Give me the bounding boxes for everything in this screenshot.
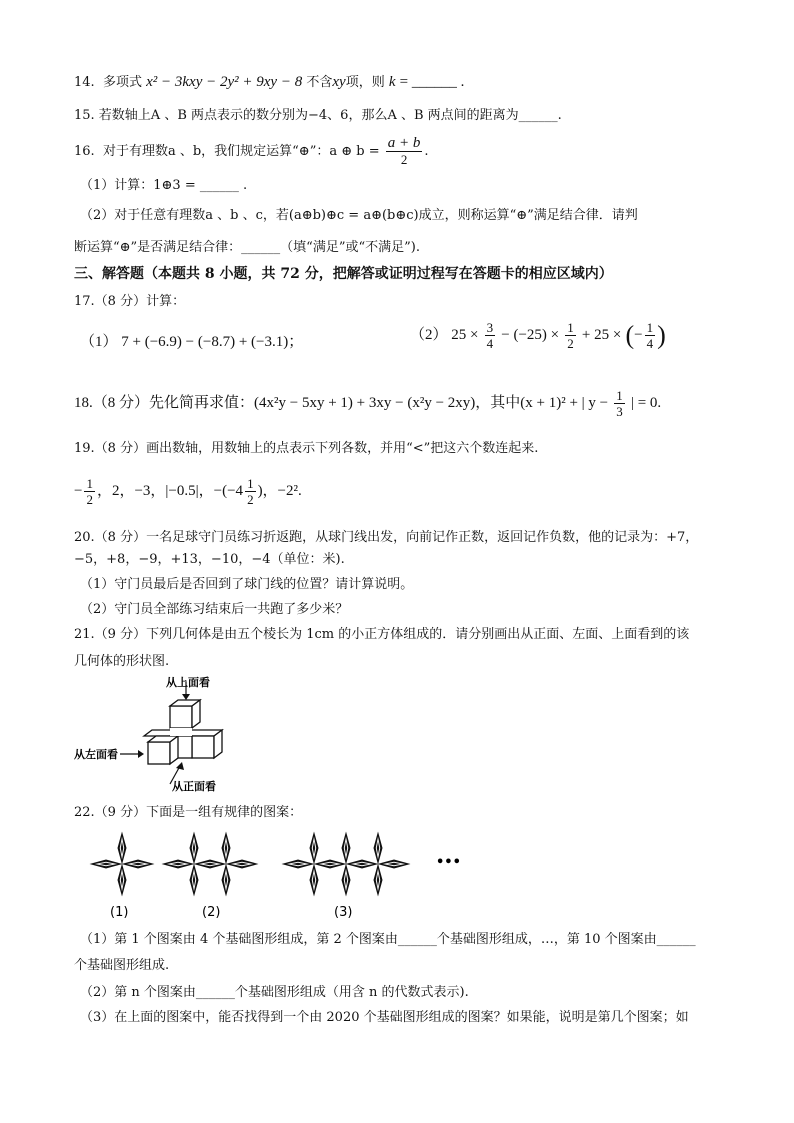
pattern-label-2: (2) xyxy=(202,905,221,920)
pattern-2 xyxy=(162,832,259,897)
cube-figure xyxy=(74,676,254,796)
continuation-dots: ••• xyxy=(436,855,461,870)
question-20-part-1: （1）守门员最后是否回到了球门线的位置？请计算说明。 xyxy=(80,577,414,592)
question-20-part-2: （2）守门员全部练习结束后一共跑了多少米？ xyxy=(80,602,349,617)
question-14: 14. 多项式 x² − 3kxy − 2y² + 9xy − 8 不含xy项，则 k = ______ . xyxy=(74,74,465,90)
question-16-part-1: （1）计算：1⊕3 = ______ . xyxy=(80,178,248,193)
polynomial-expression: x² − 3kxy − 2y² + 9xy − 8 xyxy=(146,74,303,90)
question-15: 15. 若数轴上A 、B 两点表示的数分别为−4、6，那么A 、B 两点间的距离为______. xyxy=(74,108,562,123)
pattern-figure xyxy=(74,826,464,926)
question-22-part-1: （1）第 1 个图案由 4 个基础图形组成，第 2 个图案由______个基础图形组成，…，第 10 个图案由______ xyxy=(80,932,696,947)
section-title: 三、解答题（本题共 8 小题，共 72 分，把解答或证明过程写在答题卡的相应区域内） xyxy=(74,266,613,282)
question-19-numbers: − $\frac{1}{2}$ ，2，−3，|−0.5|，−(−4 $\frac{1}{2}$ )，−2². xyxy=(74,476,302,507)
question-16: 16. 对于有理数a 、b，我们规定运算“⊕”：a ⊕ b = $\frac{a + b}{2}$ . xyxy=(74,135,429,167)
question-17-part-1: （1） 7 + (−6.9) − (−8.7) + (−3.1)； xyxy=(80,334,304,350)
question-16-part-2: （2）对于任意有理数a 、b 、c，若(a⊕b)⊕c = a⊕(b⊕c)成立，则称运算“⊕”满足结合律．请判 xyxy=(80,208,638,223)
question-22-part-2: （2）第 n 个图案由______个基础图形组成（用含 n 的代数式表示). xyxy=(80,985,469,1000)
question-20: 20.（8 分）一名足球守门员练习折返跑，从球门线出发，向前记作正数，返回记作负数，他的记录为：+7， xyxy=(74,530,699,545)
question-22-part-3: （3）在上面的图案中，能否找得到一个由 2020 个基础图形组成的图案？如果能，说明是第几个图案；如 xyxy=(80,1010,689,1025)
question-22: 22.（9 分）下面是一组有规律的图案： xyxy=(74,805,303,820)
front-view-label: 从正面看 xyxy=(172,780,216,793)
fraction-a-plus-b-over-2: $\frac{a + b}{2}$ xyxy=(387,135,421,167)
question-16-part-2-cont: 断运算“⊕”是否满足结合律：______（填“满足”或“不满足”). xyxy=(74,240,420,255)
question-20-records: −5，+8，−9，+13，−10，−4（单位：米). xyxy=(74,552,345,567)
pattern-label-1: (1) xyxy=(110,905,129,920)
question-21: 21.（9 分）下列几何体是由五个棱长为 1cm 的小正方体组成的．请分别画出从正面、左面、上面看到的该 xyxy=(74,627,690,642)
question-18: 18.（8 分）先化简再求值：(4x²y − 5xy + 1) + 3xy − (x²y − 2xy)，其中(x + 1)² + | y − $\frac{1}{3}$ | = 0. xyxy=(74,388,662,419)
left-view-label: 从左面看 xyxy=(74,748,118,761)
pattern-1 xyxy=(90,832,155,897)
question-17: 17.（8 分）计算： xyxy=(74,294,186,309)
question-19: 19.（8 分）画出数轴，用数轴上的点表示下列各数，并用“<”把这六个数连起来. xyxy=(74,441,539,456)
question-21-cont: 几何体的形状图. xyxy=(74,654,170,669)
top-view-label: 从上面看 xyxy=(166,676,210,689)
question-17-part-2: （2） 25 × $\frac{3}{4}$ − (−25) × $\frac{1}{2}$ + 25 × (− $\frac{1}{4}$ ) xyxy=(410,320,666,351)
pattern-3 xyxy=(282,832,411,897)
pattern-label-3: (3) xyxy=(334,905,353,920)
question-22-part-1-cont: 个基础图形组成. xyxy=(74,958,170,973)
